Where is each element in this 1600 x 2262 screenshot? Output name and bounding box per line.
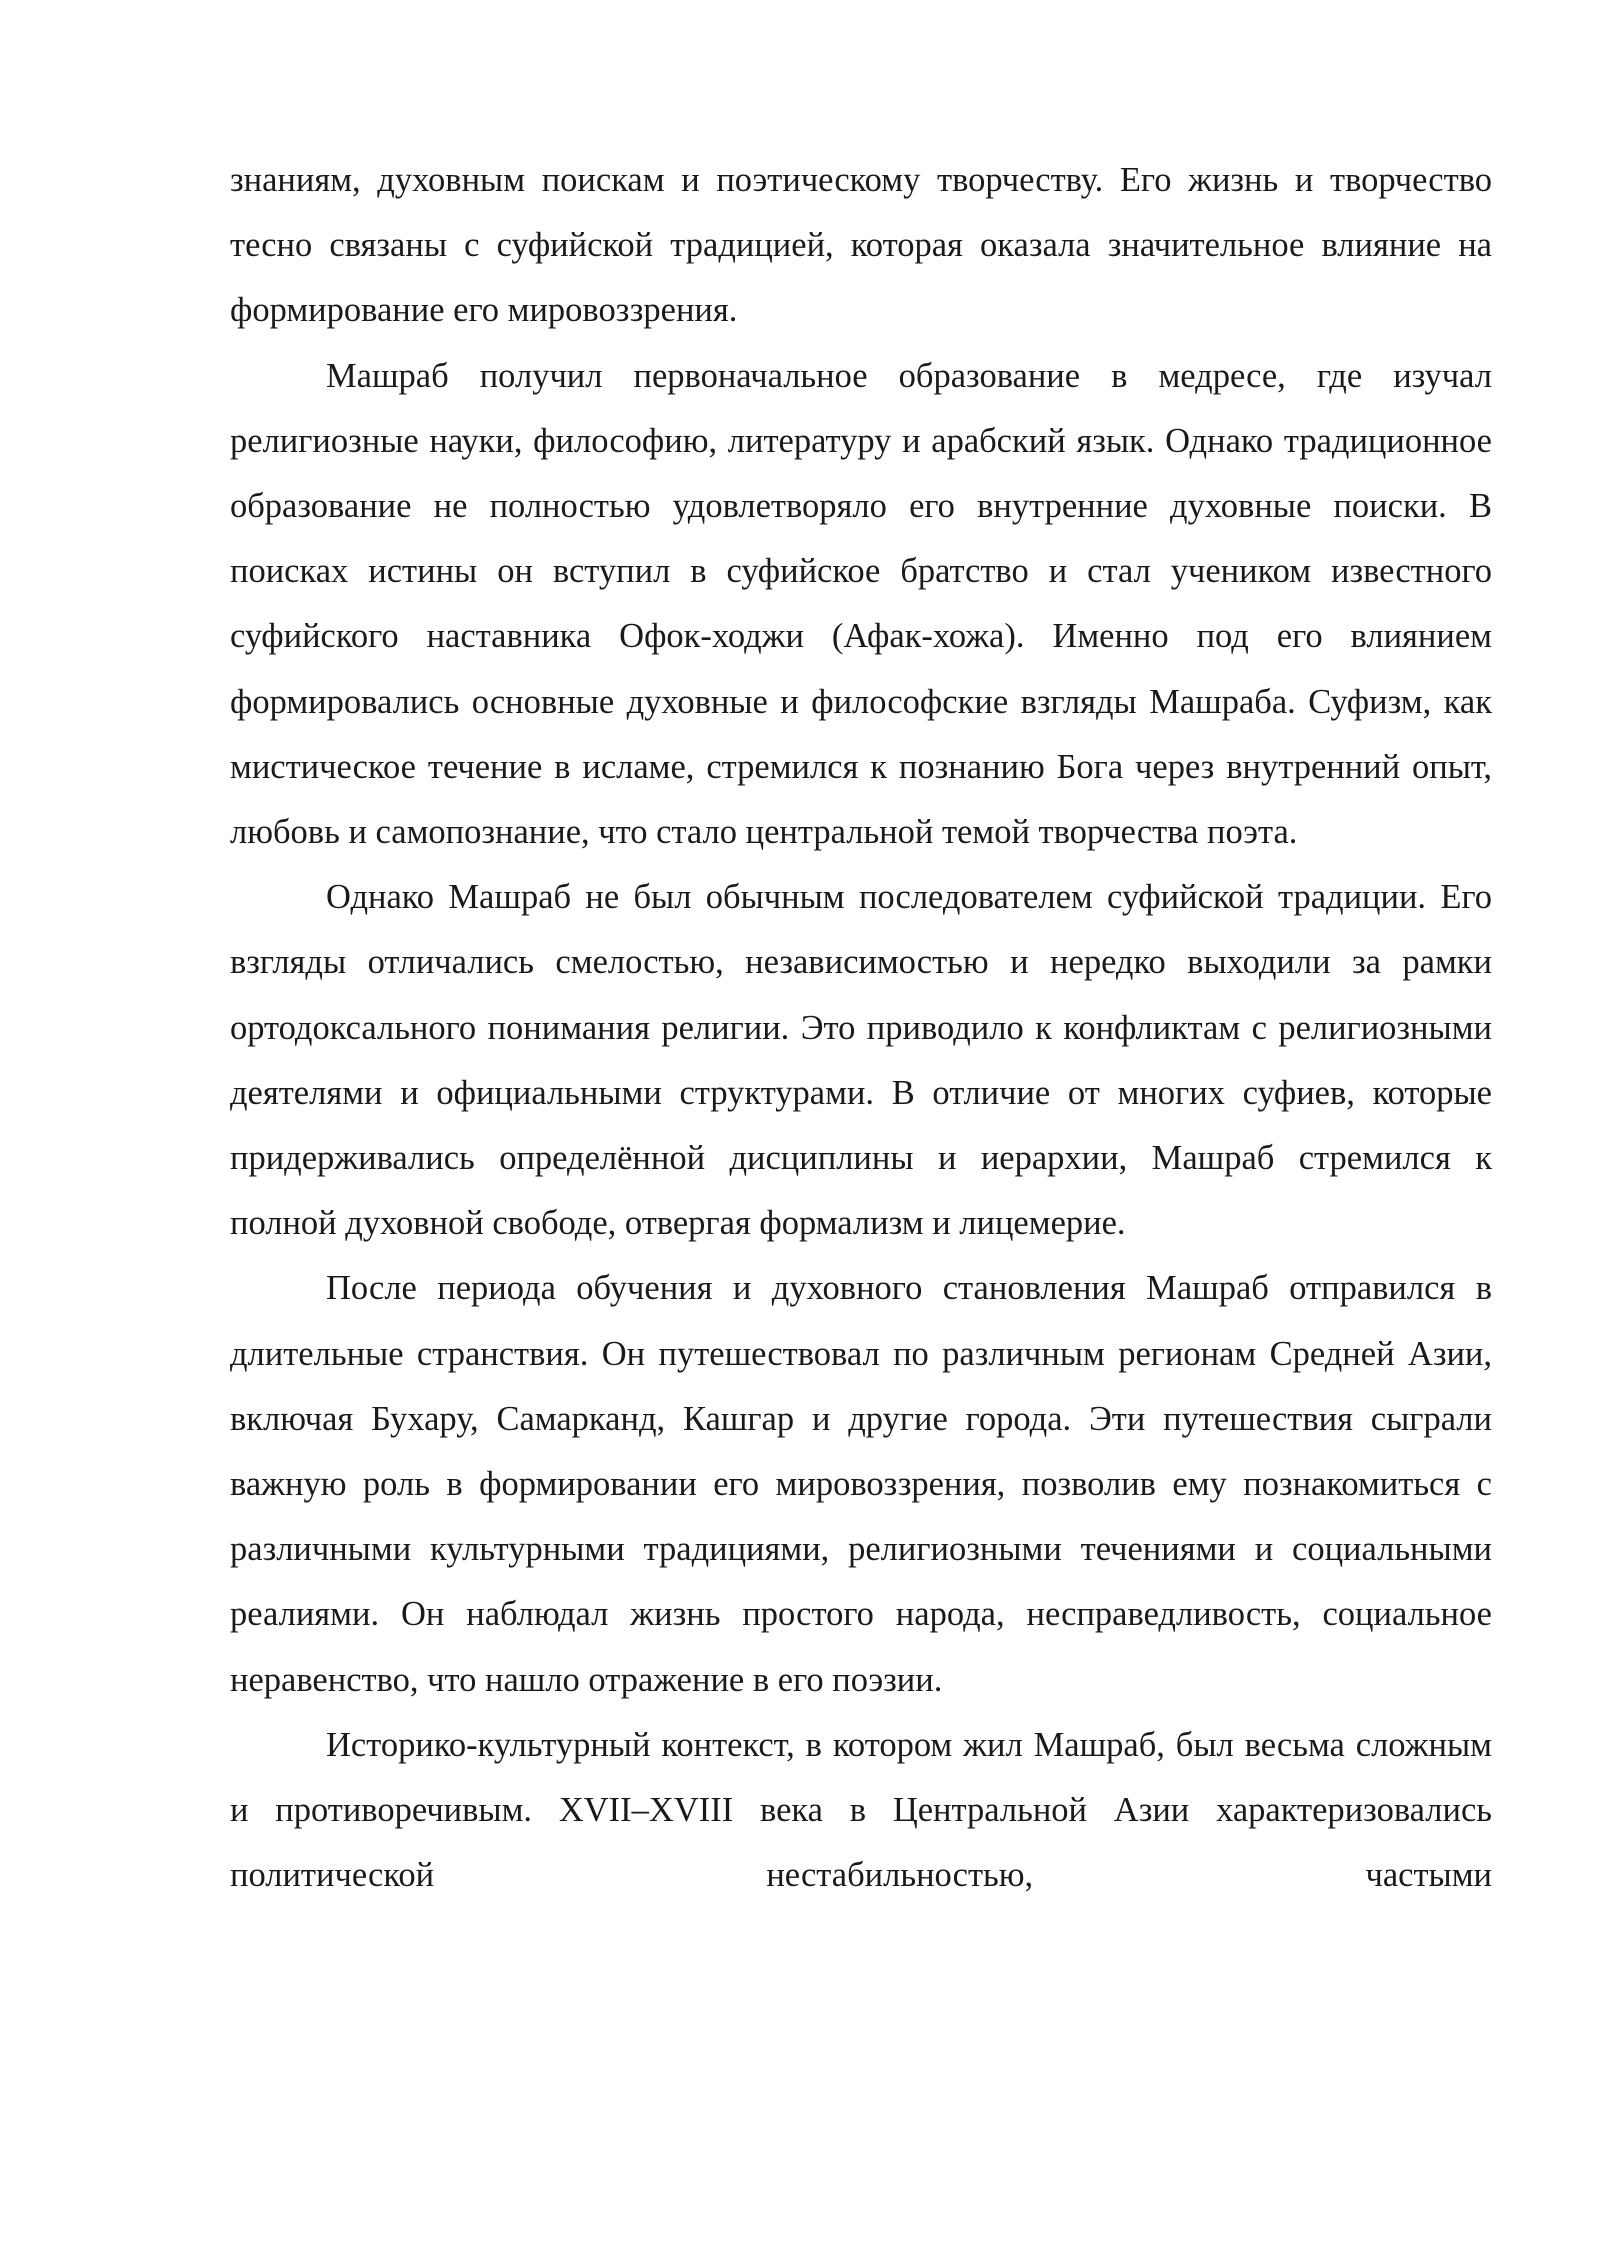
paragraph-5: Историко-культурный контекст, в котором жил Машраб, был весьма сложным и противоречивым. XVII–XVIII века в Центральной Азии характеризовались политической нестабильностью, частыми bbox=[230, 1725, 1492, 1895]
paragraph-2: Машраб получил первоначальное образование в медресе, где изучал религиозные науки, философию, литературу и арабский язык. Однако традиционное образование не полностью удовлетворяло его внутренние духовные поиски. В поисках истины он вступил в суфийское братство и стал учеником известного суфийского наставника Офок-ходжи (Афак-хожа). Именно под его влиянием формировались основные духовные и философские взгляды Машраба. Суфизм, как мистическое течение в исламе, стремился к познанию Бога через внутренний опыт, любовь и самопознание, что стало центральной темой творчества поэта. bbox=[230, 356, 1492, 852]
paragraph-4: После периода обучения и духовного становления Машраб отправился в длительные странствия. Он путешествовал по различным регионам Средней Азии, включая Бухару, Самарканд, Кашгар и другие города. Эти путешествия сыграли важную роль в формировании его мировоззрения, позволив ему познакомиться с различными культурными традициями, религиозными течениями и социальными реалиями. Он наблюдал жизнь простого народа, несправедливость, социальное неравенство, что нашло отражение в его поэзии. bbox=[230, 1269, 1492, 1699]
paragraph-3: Однако Машраб не был обычным последователем суфийской традиции. Его взгляды отличались смелостью, независимостью и нередко выходили за рамки ортодоксального понимания религии. Это приводило к конфликтам с религиозными деятелями и официальными структурами. В отличие от многих суфиев, которые придерживались определённой дисциплины и иерархии, Машраб стремился к полной духовной свободе, отвергая формализм и лицемерие. bbox=[230, 878, 1492, 1243]
body-text bbox=[230, 148, 1492, 1908]
paragraph-1: знаниям, духовным поискам и поэтическому творчеству. Его жизнь и творчество тесно связаны с суфийской традицией, которая оказала значительное влияние на формирование его мировоззрения. bbox=[230, 161, 1492, 330]
